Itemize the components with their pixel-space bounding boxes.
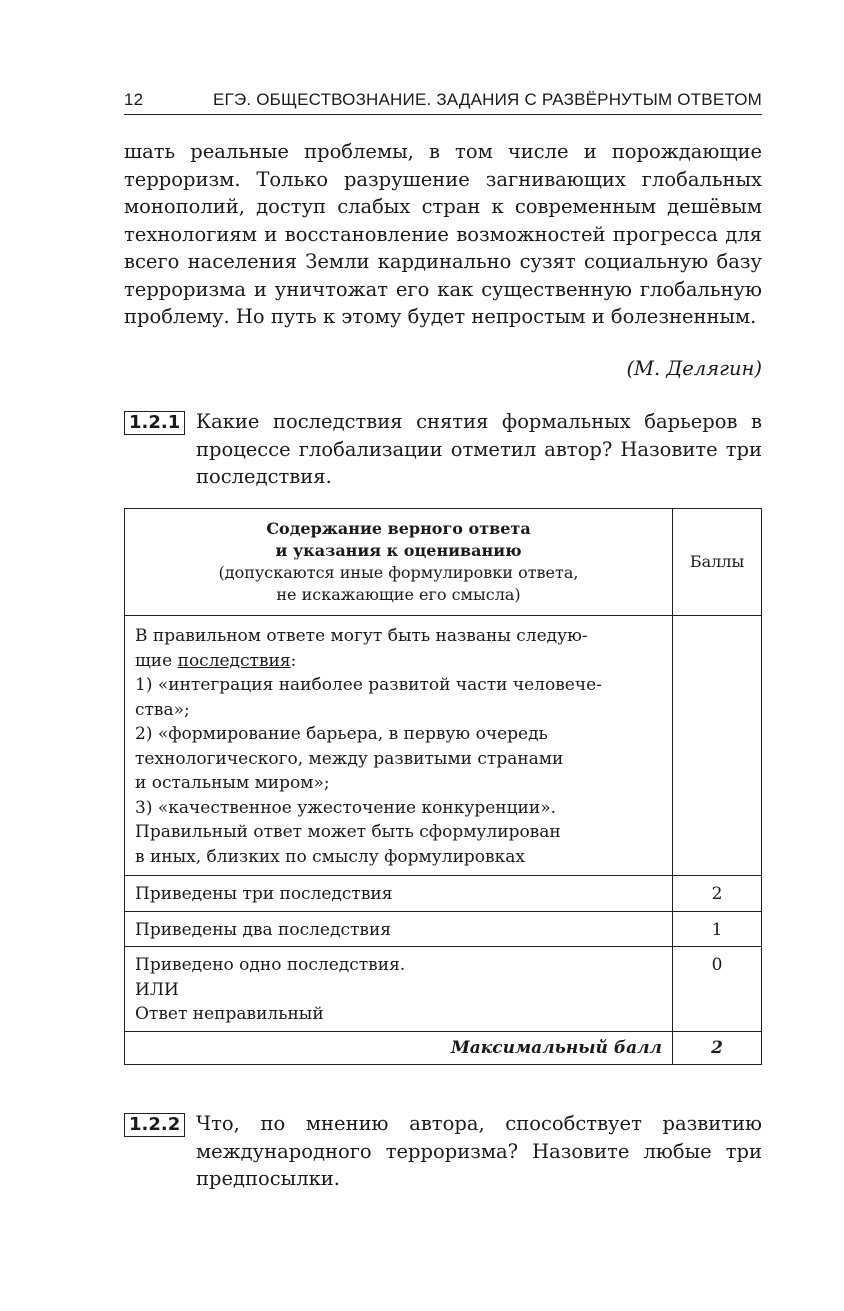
question-number-1: 1.2.1 <box>124 411 185 435</box>
table-row <box>125 911 762 947</box>
passage-author: (М. Делягин) <box>626 357 762 380</box>
max-score-label: Максимальный балл <box>125 1031 673 1065</box>
passage-text: шать реальные проблемы, в том числе и порождающие терроризм. Только разрушение загнивающих глобальных монополий, доступ слабых стран к современным дешёвым технологиям и восстановление возможностей прогресса для всего населения Земли кардинально сузят социальную базу терроризма и уничтожат его как существенную глобальную проблему. Но путь к этому будет непростым и болезненным. <box>124 140 762 328</box>
page-number: 12 <box>124 90 144 109</box>
criterion-cell: Приведены два последствия <box>125 911 673 947</box>
running-title: ЕГЭ. ОБЩЕСТВОЗНАНИЕ. ЗАДАНИЯ С РАЗВЁРНУТЫМ ОТВЕТОМ <box>213 90 762 109</box>
table-row <box>125 616 762 876</box>
answer-line: в иных, близких по смыслу формулировках <box>135 846 525 867</box>
criterion-line: ИЛИ <box>135 979 179 1000</box>
points-cell: 2 <box>673 876 762 912</box>
answer-points-cell <box>673 616 762 876</box>
answer-line: В правильном ответе могут быть названы следую- <box>135 626 588 646</box>
question-number-2: 1.2.2 <box>124 1113 185 1137</box>
answer-text: : <box>290 650 297 671</box>
answer-line: ства»; <box>135 699 190 720</box>
header-line: Содержание верного ответа <box>266 519 531 538</box>
source-passage <box>124 138 762 331</box>
grading-table <box>124 508 762 1065</box>
header-content-cell <box>125 509 673 616</box>
question-text-2: Что, по мнению автора, способствует развитию международного терроризма? Назовите любые три предпосылки. <box>196 1112 762 1190</box>
criterion-cell: Приведены три последствия <box>125 876 673 912</box>
answer-line: 2) «формирование барьера, в первую очередь <box>135 724 548 744</box>
question-text-1: Какие последствия снятия формальных барьеров в процессе глобализации отметил автор? Назовите три последствия. <box>196 410 762 488</box>
header-points-cell: Баллы <box>673 509 762 616</box>
header-line: и указания к оцениванию <box>275 541 522 560</box>
answer-text: щие <box>135 650 178 671</box>
answer-line: технологического, между развитыми странами <box>135 748 564 769</box>
max-score-row <box>125 1031 762 1065</box>
answer-line: и остальным миром»; <box>135 773 330 793</box>
criterion-line: Приведено одно последствия. <box>135 955 406 975</box>
header-line: (допускаются иные формулировки ответа, <box>218 563 579 582</box>
table-row <box>125 876 762 912</box>
answer-content-cell <box>125 616 673 876</box>
answer-line: Правильный ответ может быть сформулирован <box>135 822 561 842</box>
criterion-cell <box>125 947 673 1032</box>
points-cell: 1 <box>673 911 762 947</box>
running-header <box>124 88 762 115</box>
answer-line: 3) «качественное ужесточение конкуренции». <box>135 797 557 818</box>
criterion-line: Ответ неправильный <box>135 1004 324 1024</box>
points-cell: 0 <box>673 947 762 1032</box>
underlined-term: последствия <box>177 650 291 671</box>
table-header-row <box>125 509 762 616</box>
answer-line <box>135 649 662 674</box>
max-score-value: 2 <box>673 1031 762 1065</box>
header-line: не искажающие его смысла) <box>276 585 521 604</box>
table-row <box>125 947 762 1032</box>
answer-line: 1) «интеграция наиболее развитой части человече- <box>135 675 602 695</box>
